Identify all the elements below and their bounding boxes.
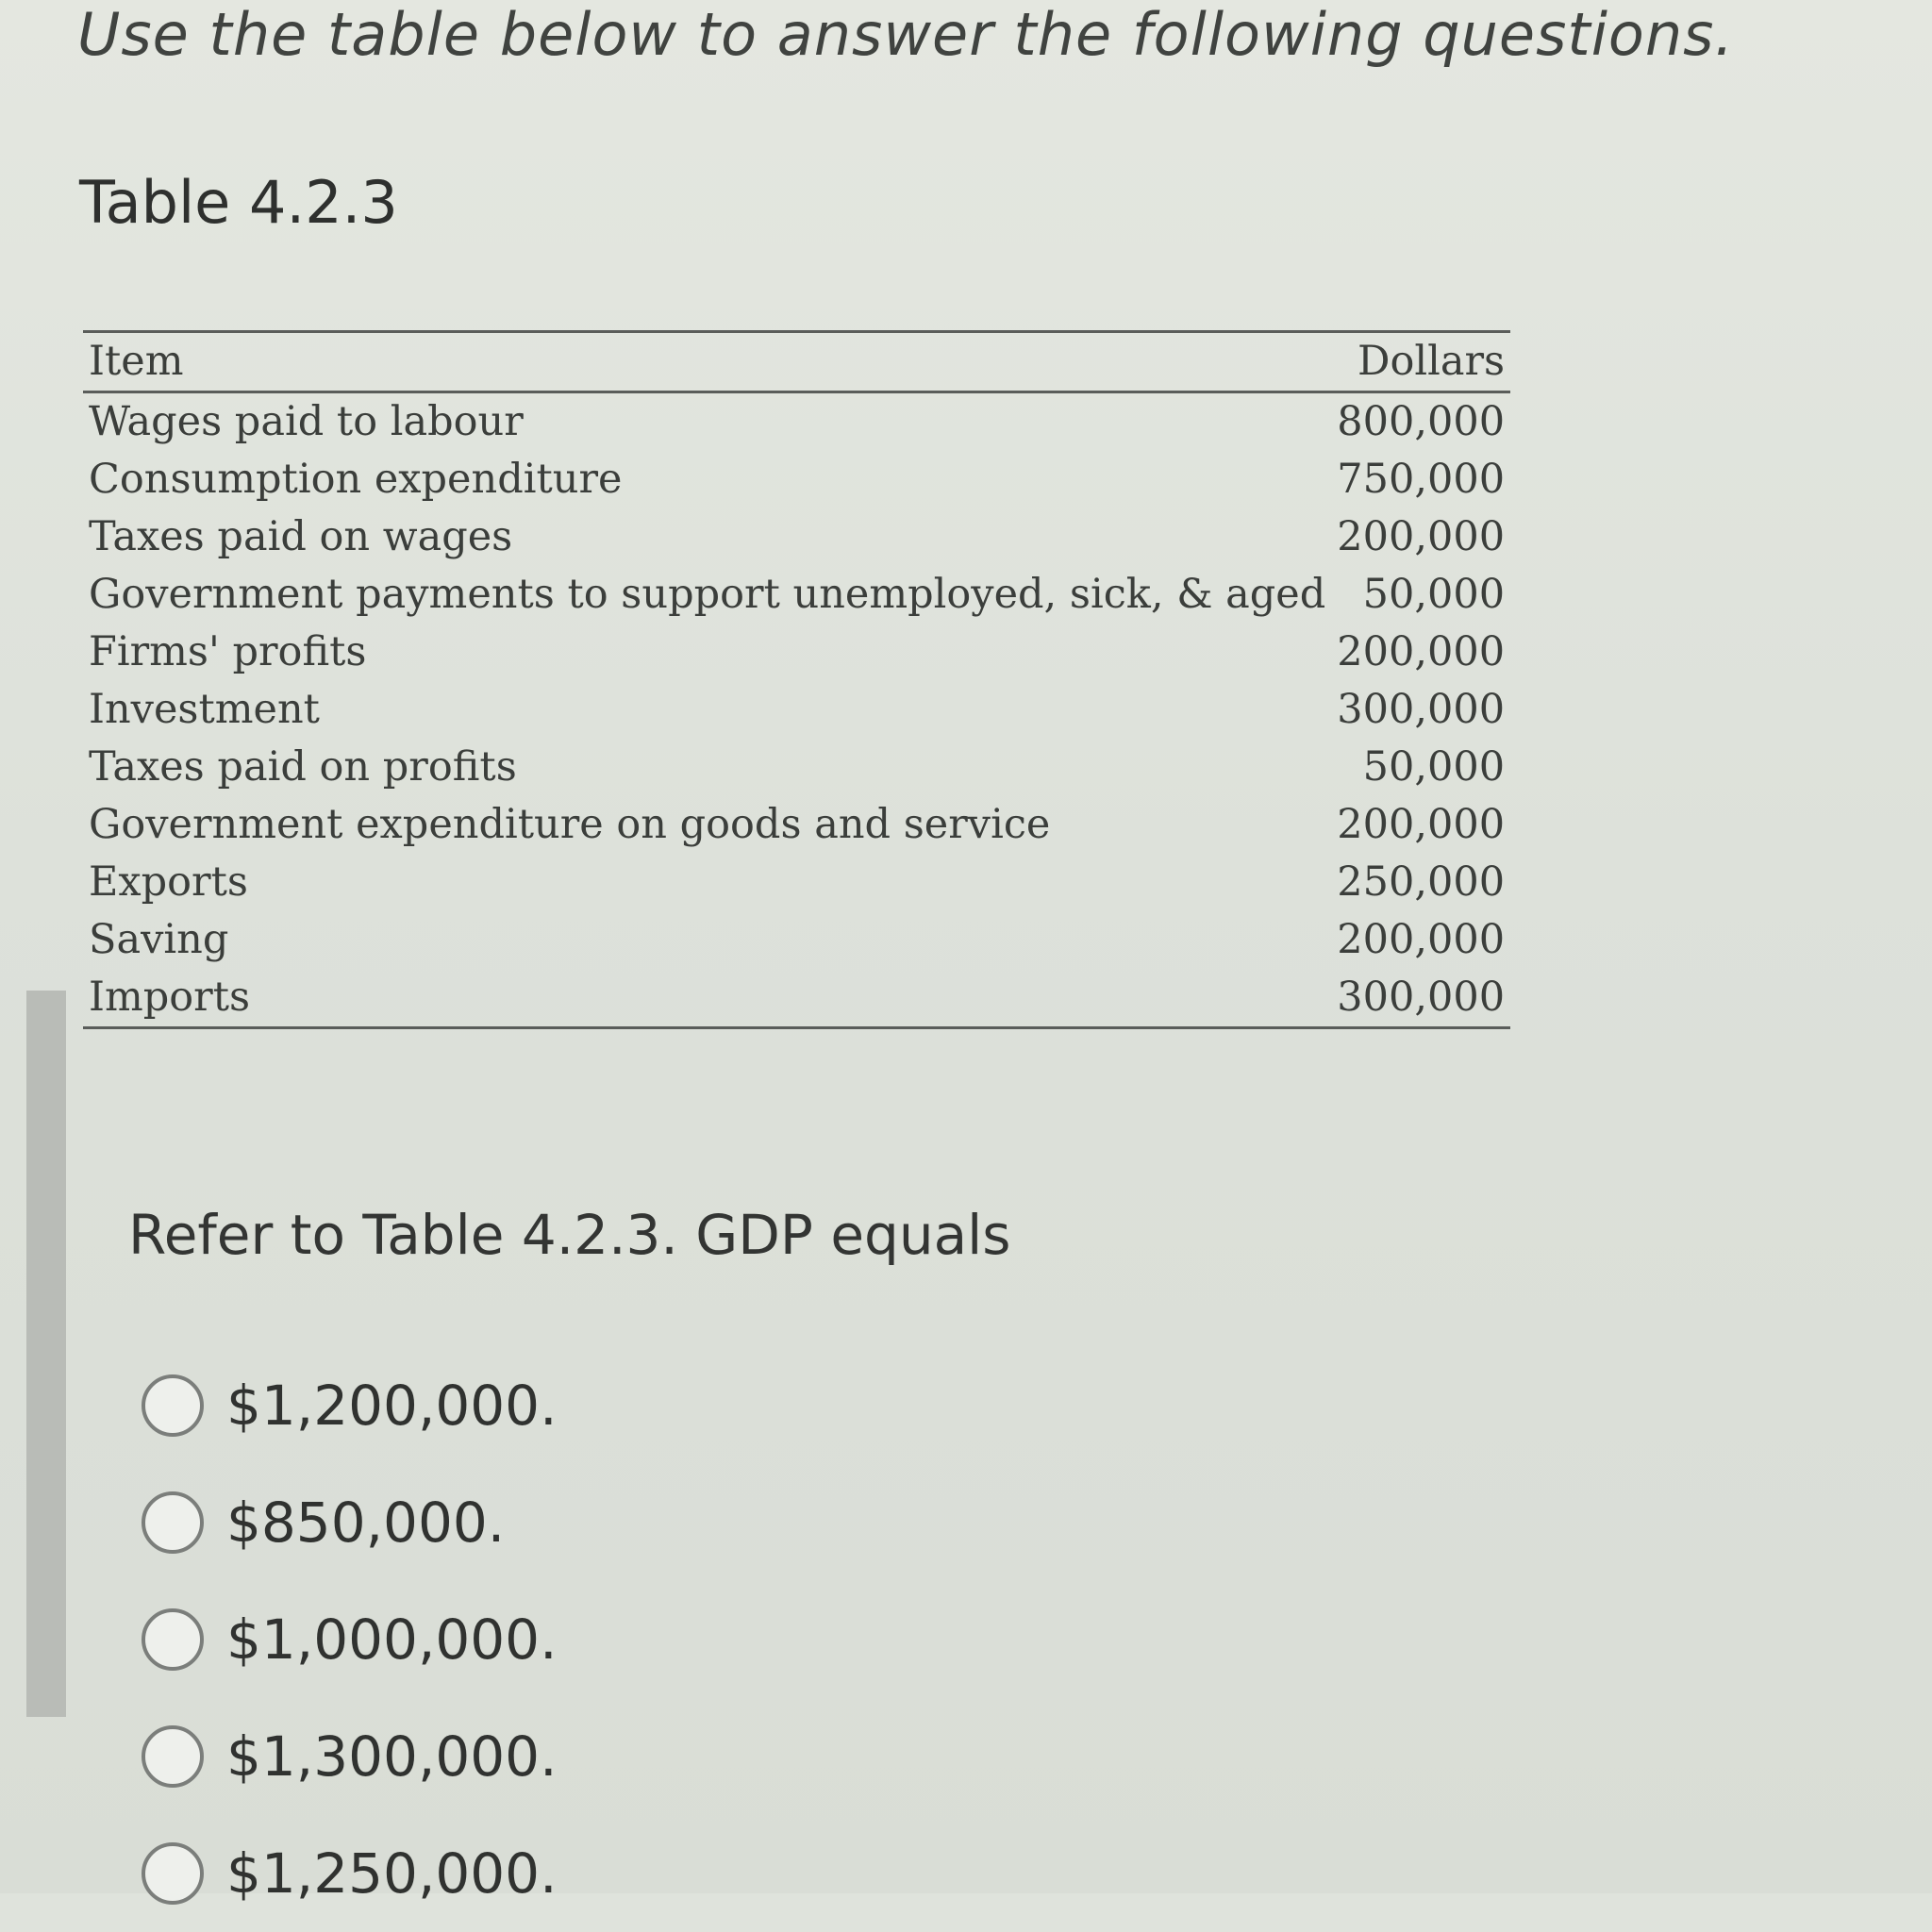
row-dollars: 200,000 <box>1337 801 1506 848</box>
row-item: Investment <box>89 686 320 733</box>
table-title: Table 4.2.3 <box>79 168 398 237</box>
answer-option-label[interactable]: $1,250,000. <box>226 1841 558 1906</box>
row-item: Exports <box>89 858 248 906</box>
row-dollars: 200,000 <box>1337 916 1506 963</box>
table-row <box>83 451 1510 508</box>
left-accent-bar <box>26 991 66 1717</box>
answer-option-label[interactable]: $1,200,000. <box>226 1374 558 1438</box>
answer-option[interactable] <box>142 1464 802 1581</box>
table-row <box>83 508 1510 566</box>
row-item: Imports <box>89 974 251 1021</box>
row-dollars: 300,000 <box>1337 974 1506 1021</box>
answer-option[interactable] <box>142 1347 802 1464</box>
table-row <box>83 969 1510 1028</box>
row-item: Consumption expenditure <box>89 456 623 503</box>
answer-option[interactable] <box>142 1815 802 1932</box>
row-dollars: 750,000 <box>1337 456 1506 503</box>
column-header-dollars: Dollars <box>1357 338 1506 385</box>
row-item: Firms' profits <box>89 628 367 675</box>
data-table <box>83 330 1510 1029</box>
table-row <box>83 566 1510 624</box>
row-item: Government expenditure on goods and service <box>89 801 1051 848</box>
row-dollars: 50,000 <box>1362 743 1506 791</box>
row-dollars: 200,000 <box>1337 628 1506 675</box>
radio-button[interactable] <box>142 1842 204 1905</box>
table-row <box>83 911 1510 969</box>
table-row <box>83 624 1510 681</box>
answer-options <box>142 1347 802 1932</box>
table-row <box>83 739 1510 796</box>
answer-option[interactable] <box>142 1581 802 1698</box>
radio-button[interactable] <box>142 1608 204 1671</box>
table-row <box>83 796 1510 854</box>
row-dollars: 50,000 <box>1362 571 1506 618</box>
row-dollars: 200,000 <box>1337 513 1506 560</box>
answer-option[interactable] <box>142 1698 802 1815</box>
table-row <box>83 854 1510 911</box>
radio-button[interactable] <box>142 1725 204 1788</box>
table-row <box>83 392 1510 452</box>
answer-option-label[interactable]: $1,000,000. <box>226 1607 558 1672</box>
table-header-row <box>83 332 1510 392</box>
radio-button[interactable] <box>142 1491 204 1554</box>
answer-option-label[interactable]: $1,300,000. <box>226 1724 558 1789</box>
row-item: Government payments to support unemployed, sick, & aged <box>89 571 1326 618</box>
row-dollars: 250,000 <box>1337 858 1506 906</box>
row-dollars: 800,000 <box>1337 398 1506 445</box>
instructions-text: Use the table below to answer the following questions. <box>77 0 1735 69</box>
column-header-item: Item <box>89 338 184 385</box>
answer-option-label[interactable]: $850,000. <box>226 1491 506 1555</box>
row-item: Taxes paid on wages <box>89 513 513 560</box>
question-text: Refer to Table 4.2.3. GDP equals <box>128 1203 1011 1267</box>
row-item: Saving <box>89 916 229 963</box>
row-item: Wages paid to labour <box>89 398 524 445</box>
row-item: Taxes paid on profits <box>89 743 517 791</box>
radio-button[interactable] <box>142 1374 204 1437</box>
table-row <box>83 681 1510 739</box>
row-dollars: 300,000 <box>1337 686 1506 733</box>
